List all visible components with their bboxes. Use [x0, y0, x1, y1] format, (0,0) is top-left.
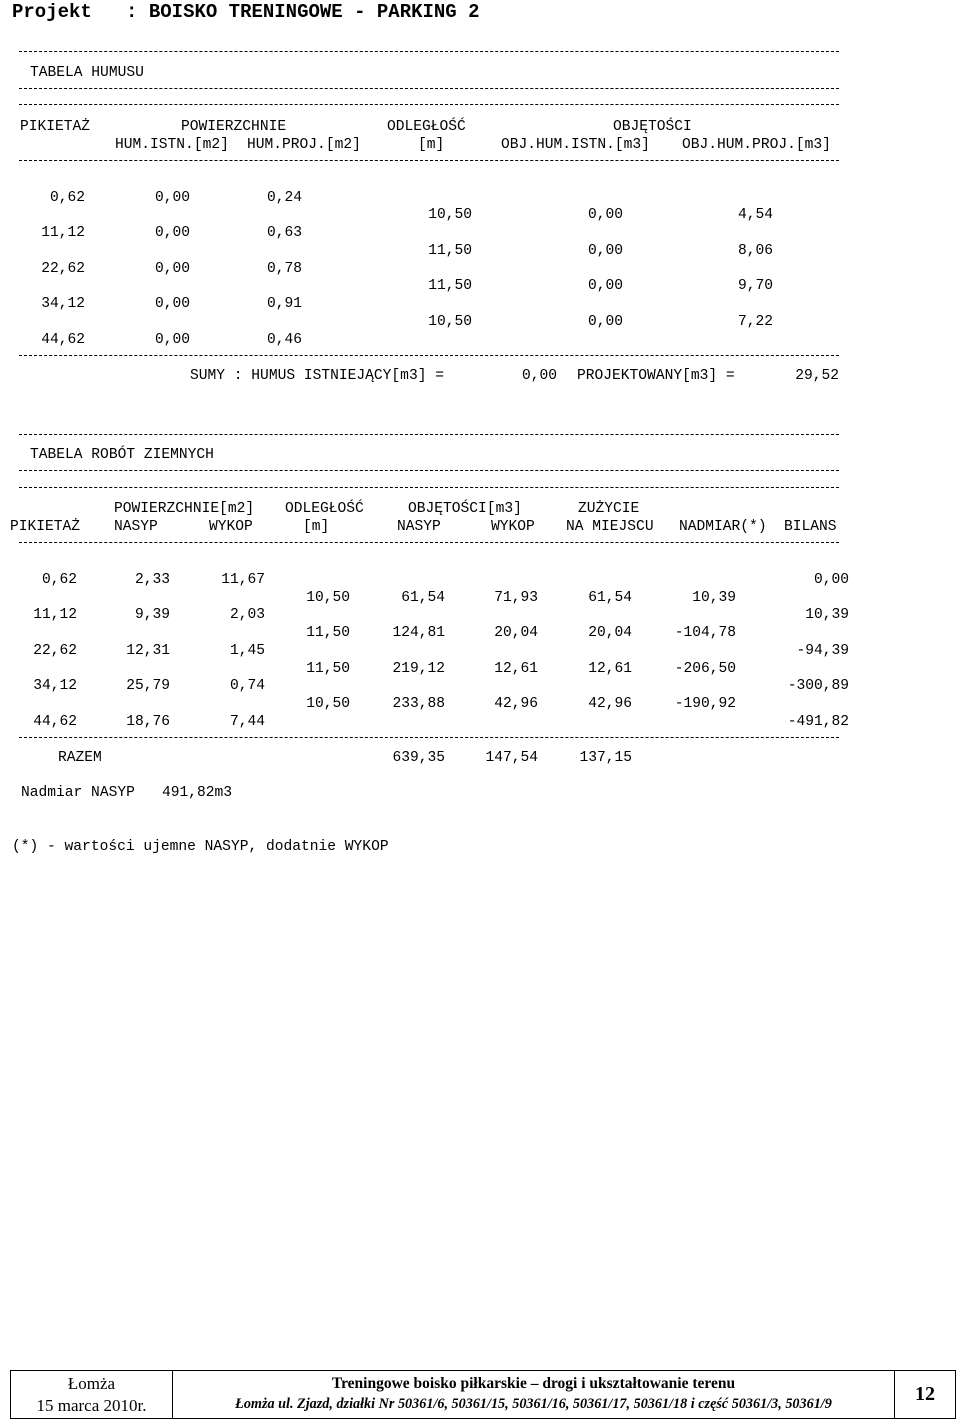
- footer-date: 15 marca 2010r.: [36, 1396, 147, 1415]
- humus-pikietaz: 22,62: [41, 261, 85, 277]
- roboty-nasyp: 2,33: [134, 572, 170, 588]
- humus-istn: 0,00: [154, 261, 190, 277]
- razem-wykop: 147,54: [485, 750, 538, 766]
- roboty-wykop: 2,03: [229, 607, 265, 623]
- humus-header-m: [m]: [418, 137, 445, 153]
- roboty-wykop: 1,45: [229, 643, 265, 659]
- humus-odleglosc: 11,50: [428, 278, 472, 294]
- roboty-nadmiar: -190,92: [674, 696, 736, 712]
- roboty-obj-wykop: 12,61: [494, 661, 538, 677]
- roboty-obj-nasyp: 219,12: [392, 661, 445, 677]
- roboty-pikietaz: 44,62: [33, 714, 77, 730]
- footer-place-date: [10, 1370, 173, 1419]
- divider: [19, 434, 839, 435]
- roboty-header-bilans: BILANS: [784, 519, 837, 535]
- roboty-na-miejscu: 61,54: [588, 590, 632, 606]
- humus-obj-istn: 0,00: [587, 314, 623, 330]
- footnote: (*) - wartości ujemne NASYP, dodatnie WYKOP: [12, 839, 389, 855]
- roboty-bilans: 10,39: [805, 607, 849, 623]
- humus-obj-proj: 8,06: [737, 243, 773, 259]
- divider: [19, 51, 839, 52]
- roboty-odleglosc: 10,50: [306, 696, 350, 712]
- project-colon: :: [126, 1, 138, 23]
- project-label: Projekt: [12, 1, 92, 23]
- roboty-header-obj-wykop: WYKOP: [491, 519, 535, 535]
- roboty-header-wykop: WYKOP: [209, 519, 253, 535]
- humus-header-powierzchnie: POWIERZCHNIE: [181, 119, 287, 135]
- roboty-obj-wykop: 42,96: [494, 696, 538, 712]
- roboty-header-nadmiar: NADMIAR(*): [679, 519, 767, 535]
- humus-obj-istn: 0,00: [587, 278, 623, 294]
- humus-proj: 0,91: [266, 296, 302, 312]
- roboty-obj-nasyp: 233,88: [392, 696, 445, 712]
- humus-istn: 0,00: [154, 225, 190, 241]
- humus-odleglosc: 10,50: [428, 207, 472, 223]
- humus-proj: 0,46: [266, 332, 302, 348]
- roboty-header-m: [m]: [303, 519, 330, 535]
- footer-city: Łomża: [67, 1374, 116, 1393]
- roboty-pikietaz: 34,12: [33, 678, 77, 694]
- project-title: [12, 1, 480, 23]
- roboty-na-miejscu: 12,61: [588, 661, 632, 677]
- roboty-nadmiar: 10,39: [692, 590, 736, 606]
- roboty-wykop: 0,74: [229, 678, 265, 694]
- roboty-nadmiar: -104,78: [674, 625, 736, 641]
- humus-pikietaz: 11,12: [41, 225, 85, 241]
- roboty-bilans: -300,89: [787, 678, 849, 694]
- humus-proj: 0,78: [266, 261, 302, 277]
- humus-pikietaz: 34,12: [41, 296, 85, 312]
- roboty-wykop: 11,67: [221, 572, 265, 588]
- humus-obj-proj: 4,54: [737, 207, 773, 223]
- humus-sums-label: SUMY : HUMUS ISTNIEJĄCY[m3] =: [190, 368, 444, 384]
- roboty-pikietaz: 22,62: [33, 643, 77, 659]
- roboty-nasyp: 18,76: [126, 714, 170, 730]
- project-name: BOISKO TRENINGOWE - PARKING 2: [148, 1, 480, 23]
- divider: [19, 737, 839, 738]
- humus-header-obj-proj: OBJ.HUM.PROJ.[m3]: [682, 137, 831, 153]
- footer-title: Treningowe boisko piłkarskie – drogi i ukształtowanie terenu: [331, 1375, 736, 1392]
- roboty-nadmiar: -206,50: [674, 661, 736, 677]
- divider: [19, 542, 839, 543]
- divider: [19, 487, 839, 488]
- roboty-odleglosc: 11,50: [306, 661, 350, 677]
- roboty-na-miejscu: 42,96: [588, 696, 632, 712]
- roboty-na-miejscu: 20,04: [588, 625, 632, 641]
- humus-pikietaz: 44,62: [41, 332, 85, 348]
- roboty-odleglosc: 11,50: [306, 625, 350, 641]
- roboty-obj-nasyp: 124,81: [392, 625, 445, 641]
- roboty-obj-wykop: 71,93: [494, 590, 538, 606]
- humus-header-obj-istn: OBJ.HUM.ISTN.[m3]: [501, 137, 650, 153]
- humus-odleglosc: 11,50: [428, 243, 472, 259]
- humus-odleglosc: 10,50: [428, 314, 472, 330]
- razem-nasyp: 639,35: [392, 750, 445, 766]
- razem-na-miejscu: 137,15: [579, 750, 632, 766]
- roboty-nasyp: 9,39: [134, 607, 170, 623]
- humus-header-objetosci: OBJĘTOŚCI: [613, 119, 692, 135]
- humus-sums-proj-value: 29,52: [795, 368, 839, 384]
- page-footer: [10, 1370, 956, 1419]
- humus-sums-proj-label: PROJEKTOWANY[m3] =: [577, 368, 735, 384]
- divider: [19, 160, 839, 161]
- roboty-obj-wykop: 20,04: [494, 625, 538, 641]
- roboty-header-pikietaz: PIKIETAŻ: [10, 519, 81, 535]
- humus-table-title: TABELA HUMUSU: [30, 65, 144, 81]
- roboty-bilans: -491,82: [787, 714, 849, 730]
- divider: [19, 470, 839, 471]
- humus-sums-istn-value: 0,00: [521, 368, 557, 384]
- footer-page-cell: [894, 1370, 956, 1419]
- divider: [19, 355, 839, 356]
- humus-pikietaz: 0,62: [49, 190, 85, 206]
- roboty-bilans: 0,00: [813, 572, 849, 588]
- page-number: 12: [915, 1383, 935, 1405]
- divider: [19, 88, 839, 89]
- roboty-header-powierzchnie: POWIERZCHNIE[m2]: [114, 501, 255, 517]
- roboty-table-title: TABELA ROBÓT ZIEMNYCH: [30, 447, 214, 463]
- humus-istn: 0,00: [154, 296, 190, 312]
- humus-istn: 0,00: [154, 190, 190, 206]
- roboty-pikietaz: 11,12: [33, 607, 77, 623]
- roboty-header-obj-nasyp: NASYP: [397, 519, 441, 535]
- roboty-pikietaz: 0,62: [41, 572, 77, 588]
- footer-address: Łomża ul. Zjazd, działki Nr 50361/6, 50361/15, 50361/16, 50361/17, 50361/18 i część 50361/3, 50361/9: [235, 1396, 832, 1412]
- roboty-nasyp: 12,31: [126, 643, 170, 659]
- footer-project-info: [172, 1370, 895, 1419]
- roboty-header-objetosci: OBJĘTOŚCI[m3]: [408, 501, 522, 517]
- roboty-bilans: -94,39: [796, 643, 849, 659]
- roboty-header-nasyp: NASYP: [114, 519, 158, 535]
- humus-obj-proj: 9,70: [737, 278, 773, 294]
- nadmiar-value: 491,82m3: [162, 785, 233, 801]
- humus-header-hum-istn: HUM.ISTN.[m2]: [115, 137, 229, 153]
- humus-proj: 0,63: [266, 225, 302, 241]
- roboty-header-na-miejscu: NA MIEJSCU: [566, 519, 654, 535]
- divider: [19, 104, 839, 105]
- roboty-obj-nasyp: 61,54: [401, 590, 445, 606]
- roboty-odleglosc: 10,50: [306, 590, 350, 606]
- roboty-header-zuzycie: ZUŻYCIE: [578, 501, 640, 517]
- humus-proj: 0,24: [266, 190, 302, 206]
- humus-header-odleglosc: ODLEGŁOŚĆ: [387, 119, 466, 135]
- humus-header-pikietaz: PIKIETAŻ: [20, 119, 91, 135]
- humus-obj-istn: 0,00: [587, 243, 623, 259]
- roboty-wykop: 7,44: [229, 714, 265, 730]
- humus-istn: 0,00: [154, 332, 190, 348]
- razem-label: RAZEM: [58, 750, 102, 766]
- humus-header-hum-proj: HUM.PROJ.[m2]: [247, 137, 361, 153]
- humus-obj-istn: 0,00: [587, 207, 623, 223]
- nadmiar-label: Nadmiar NASYP: [21, 785, 135, 801]
- roboty-nasyp: 25,79: [126, 678, 170, 694]
- roboty-header-odleglosc: ODLEGŁOŚĆ: [285, 501, 364, 517]
- humus-obj-proj: 7,22: [737, 314, 773, 330]
